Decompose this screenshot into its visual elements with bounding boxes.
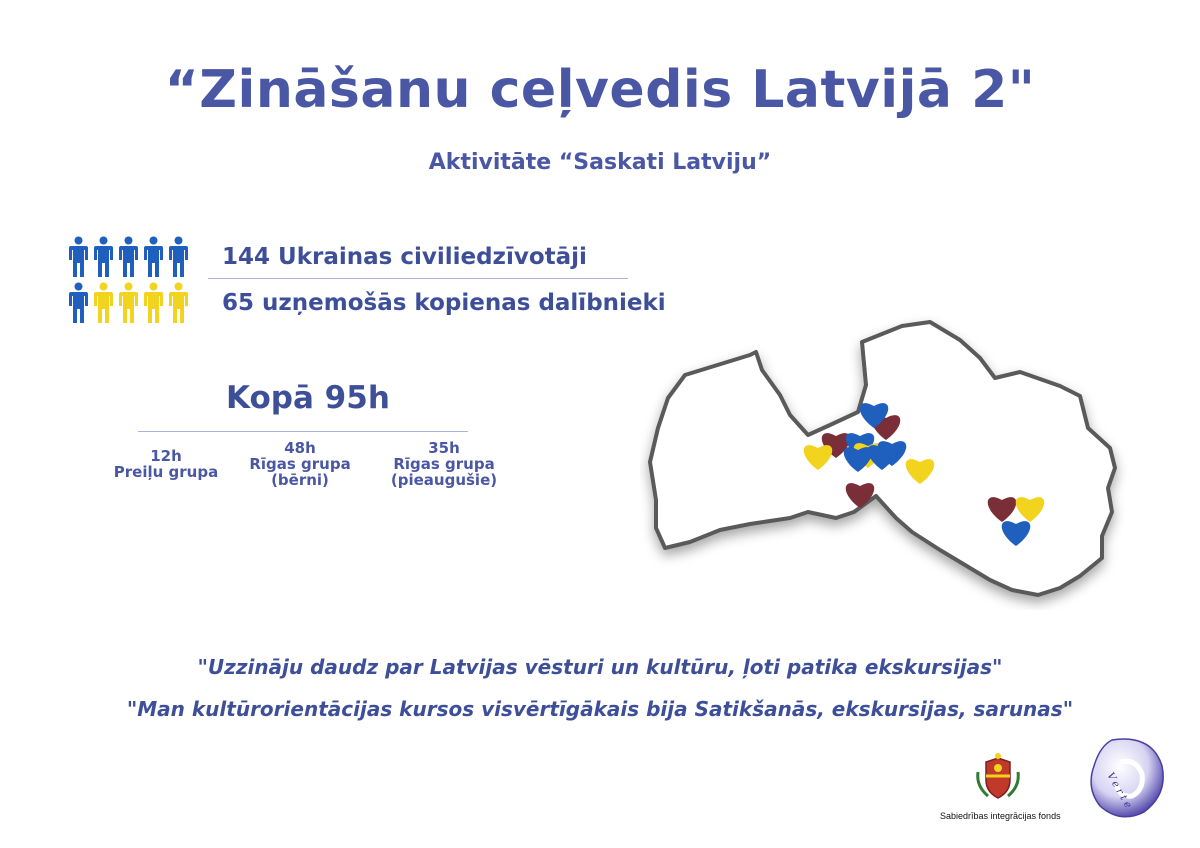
ukrainians-icons (68, 236, 189, 278)
page-subtitle: Aktivitāte “Saskati Latviju” (428, 150, 772, 175)
verte-logo-text: Verte (1104, 770, 1135, 813)
group-riga-adults (364, 440, 524, 488)
stat-community: 65 uzņemošās kopienas dalībnieki (222, 290, 666, 316)
verte-logo (1082, 732, 1172, 822)
total-hours: Kopā 95h (226, 380, 390, 416)
page-title: “Zināšanu ceļvedis Latvijā 2" (164, 60, 1036, 120)
sif-label: Sabiedrības integrācijas fonds (940, 811, 1061, 821)
group-note: (pieaugušie) (390, 471, 498, 489)
person-icon (143, 236, 164, 278)
person-icon (93, 282, 114, 324)
quote-2: "Man kultūrorientācijas kursos visvērtīgākais bija Satikšanās, ekskursijas, sarunas" (126, 697, 1074, 721)
group-hours: 12h (150, 447, 182, 465)
person-icon (118, 282, 139, 324)
group-name: Rīgas grupa (249, 455, 351, 473)
person-icon (143, 282, 164, 324)
person-icon (93, 236, 114, 278)
person-icon (168, 236, 189, 278)
total-divider (138, 431, 468, 432)
person-icon (118, 236, 139, 278)
group-name: Rīgas grupa (393, 455, 495, 473)
group-note: (bērni) (271, 471, 329, 489)
person-icon (168, 282, 189, 324)
stats-divider (208, 278, 628, 279)
group-hours: 35h (428, 439, 460, 457)
group-hours: 48h (284, 439, 316, 457)
latvia-map (640, 300, 1130, 610)
person-icon (68, 282, 89, 324)
group-name: Preiļu grupa (113, 463, 219, 481)
community-icons (68, 282, 189, 324)
people-icons (68, 236, 189, 324)
group-riga-children (220, 440, 380, 488)
stat-ukrainians: 144 Ukrainas civiliedzīvotāji (222, 244, 587, 270)
coat-of-arms-icon (972, 752, 1024, 804)
person-icon (68, 236, 89, 278)
quote-1: "Uzzināju daudz par Latvijas vēsturi un kultūru, ļoti patika ekskursijas" (197, 655, 1003, 679)
